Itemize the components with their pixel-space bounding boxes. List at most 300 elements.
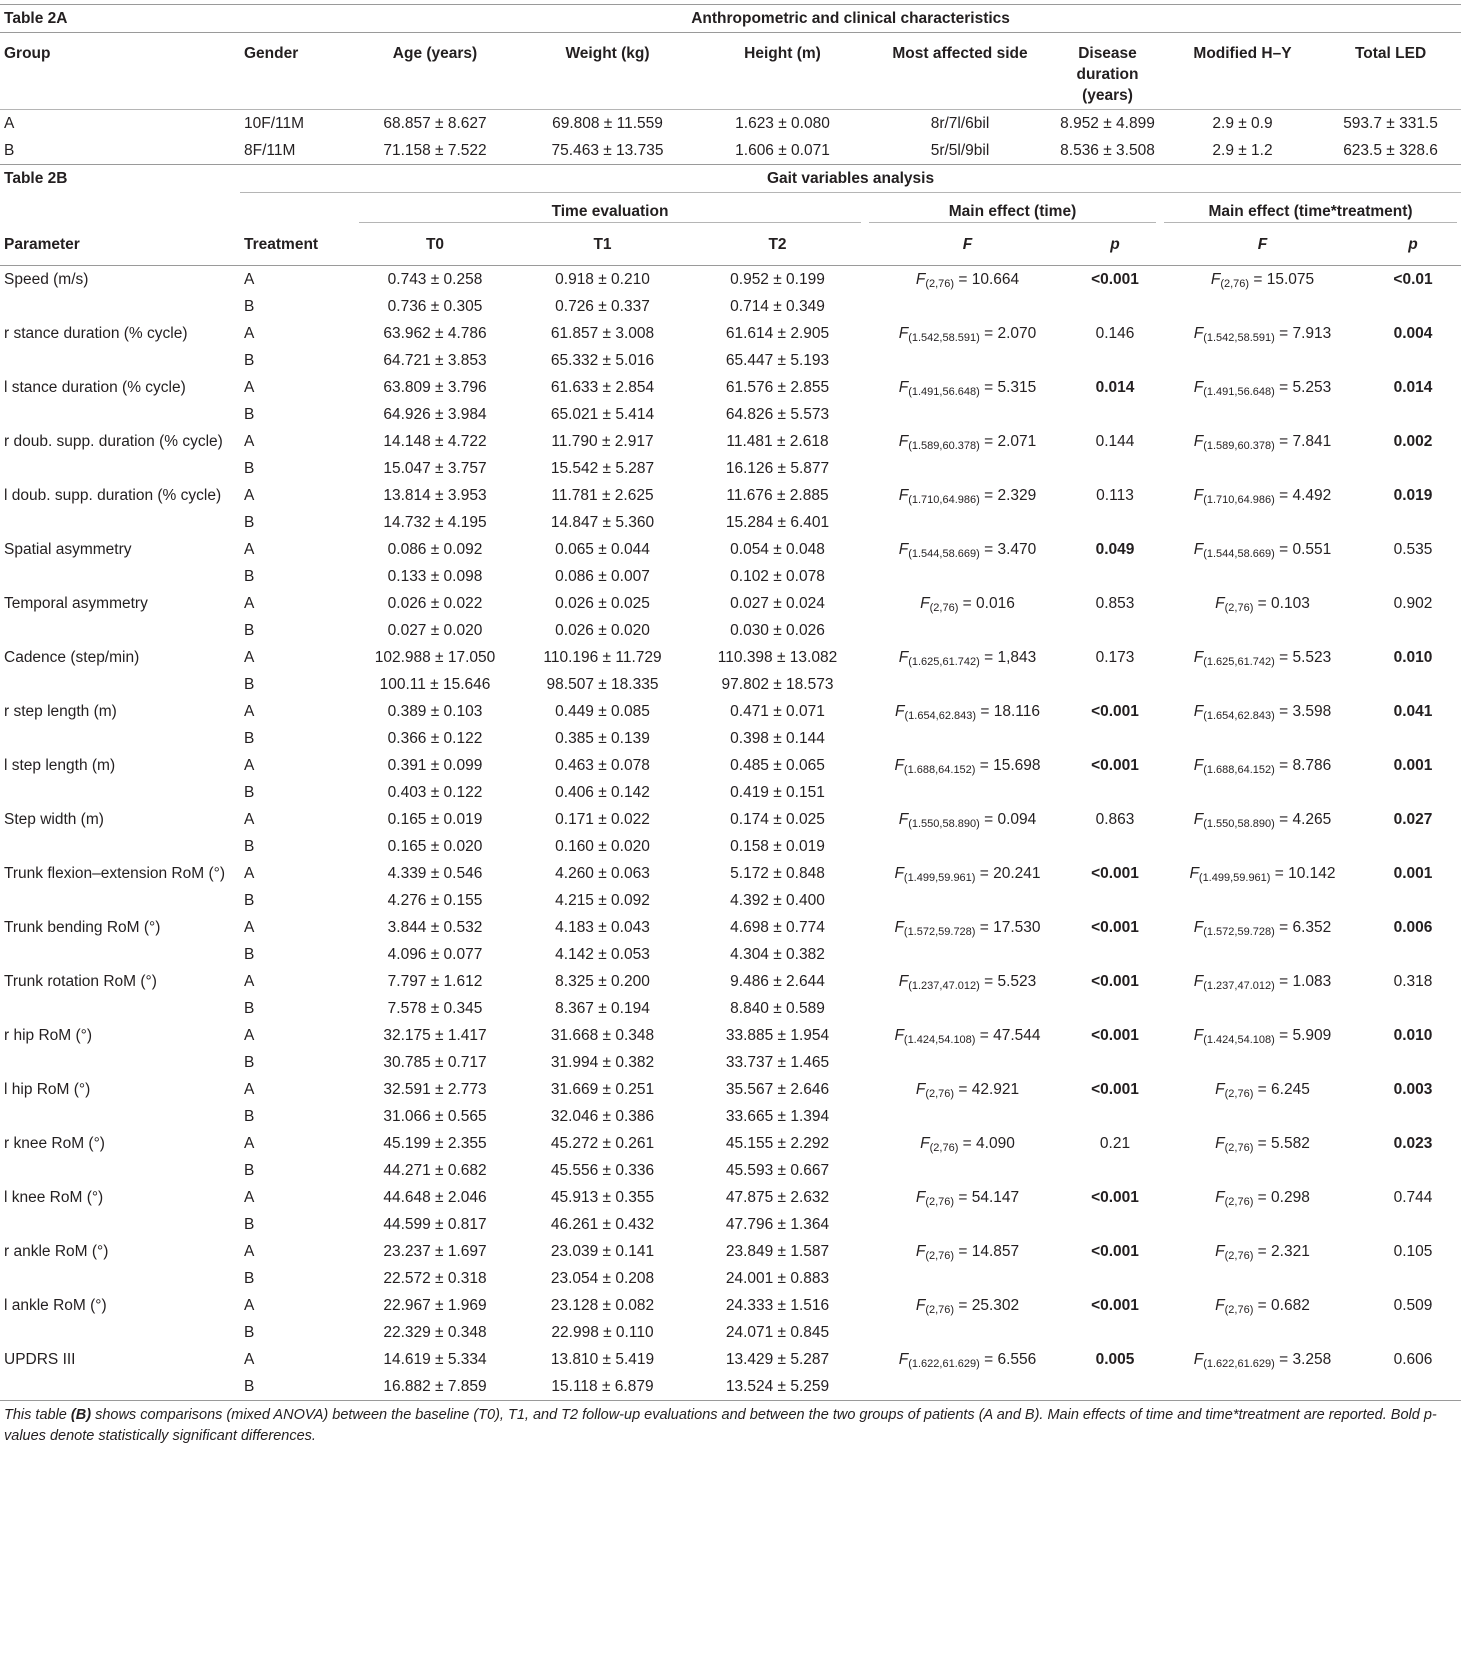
cell-value: 0.158 ± 0.019 xyxy=(730,838,825,855)
table-row xyxy=(0,1319,1461,1346)
col-header-f-interaction: F xyxy=(1160,226,1365,266)
row-parameter: Temporal asymmetry xyxy=(4,595,148,612)
row-parameter-empty xyxy=(0,833,240,860)
cell-f-time xyxy=(865,1238,1070,1265)
cell: 69.808 ± 11.559 xyxy=(552,115,663,132)
table-row xyxy=(0,1076,1461,1103)
f-symbol: F xyxy=(1193,433,1204,450)
cell-value: 0.027 ± 0.020 xyxy=(387,622,483,639)
cell-value: 0.391 ± 0.099 xyxy=(387,757,483,774)
table-2a-label: Table 2A xyxy=(0,5,240,33)
cell-empty xyxy=(865,1049,1070,1076)
f-symbol: F xyxy=(1193,487,1204,504)
cell-value: 13.429 ± 5.287 xyxy=(725,1351,830,1368)
f-value: = 3.258 xyxy=(1274,1351,1332,1368)
cell-value: 0.743 ± 0.258 xyxy=(387,271,483,288)
f-df: (1.544,58.669) xyxy=(1203,548,1275,560)
cell-empty xyxy=(1070,617,1160,644)
f-value: = 5.523 xyxy=(1274,649,1332,666)
f-df: (2,76) xyxy=(1224,602,1254,614)
table-2a-title: Anthropometric and clinical characteristics xyxy=(240,5,1461,33)
table-row xyxy=(0,644,1461,671)
row-parameter: l ankle RoM (°) xyxy=(4,1297,107,1314)
f-df: (2,76) xyxy=(1224,1304,1254,1316)
cell-f-time xyxy=(865,482,1070,509)
cell-empty xyxy=(865,1103,1070,1130)
cell-value: 11.790 ± 2.917 xyxy=(551,433,654,450)
row-treatment: B xyxy=(244,622,255,639)
cell-p-interaction: 0.744 xyxy=(1393,1189,1433,1206)
cell-value: 64.926 ± 3.984 xyxy=(383,406,487,423)
cell-empty xyxy=(865,887,1070,914)
f-df: (1.589,60.378) xyxy=(1203,440,1275,452)
cell-value: 102.988 ± 17.050 xyxy=(374,649,496,666)
f-value: = 47.544 xyxy=(975,1027,1041,1044)
table-row xyxy=(0,293,1461,320)
cell-p-interaction: 0.606 xyxy=(1393,1351,1433,1368)
row-treatment: A xyxy=(244,919,255,936)
row-treatment: B xyxy=(244,1108,255,1125)
row-treatment: A xyxy=(244,1297,255,1314)
cell-p-interaction: 0.019 xyxy=(1393,487,1433,504)
cell-p-interaction: 0.509 xyxy=(1393,1297,1433,1314)
cell-value: 100.11 ± 15.646 xyxy=(379,676,491,693)
cell-empty xyxy=(1160,1265,1365,1292)
row-parameter: r stance duration (% cycle) xyxy=(4,325,188,342)
cell-empty xyxy=(1070,1049,1160,1076)
cell-empty xyxy=(1070,563,1160,590)
col-header: Age (years) xyxy=(392,45,478,62)
f-value: = 0.103 xyxy=(1253,595,1310,612)
cell-f-time xyxy=(865,968,1070,995)
cell-value: 11.781 ± 2.625 xyxy=(551,487,654,504)
row-parameter-empty xyxy=(0,887,240,914)
f-value: = 0.094 xyxy=(979,811,1037,828)
cell-empty xyxy=(865,1157,1070,1184)
cell-p-interaction: 0.027 xyxy=(1393,811,1433,828)
table-row xyxy=(0,1184,1461,1211)
row-parameter-empty xyxy=(0,1157,240,1184)
cell-f-time xyxy=(865,320,1070,347)
cell: 8.536 ± 3.508 xyxy=(1050,137,1165,165)
f-value: = 2.329 xyxy=(979,487,1037,504)
f-value: = 10.664 xyxy=(954,271,1020,288)
cell-value: 4.339 ± 0.546 xyxy=(387,865,483,882)
row-treatment: A xyxy=(244,379,255,396)
table-row xyxy=(0,968,1461,995)
f-value: = 14.857 xyxy=(954,1243,1020,1260)
table-row xyxy=(0,110,1461,138)
cell-empty xyxy=(1160,563,1365,590)
cell-p-interaction: 0.010 xyxy=(1393,1027,1433,1044)
cell-value: 64.826 ± 5.573 xyxy=(725,406,830,423)
f-symbol: F xyxy=(894,757,904,774)
f-df: (1.542,58.591) xyxy=(1203,332,1275,344)
cell: 623.5 ± 328.6 xyxy=(1320,137,1461,165)
table-row xyxy=(0,266,1461,294)
cell-value: 31.994 ± 0.382 xyxy=(550,1054,655,1071)
f-df: (1.688,64.152) xyxy=(903,764,976,776)
f-value: = 18.116 xyxy=(976,703,1040,720)
table-row xyxy=(0,698,1461,725)
cell-value: 23.128 ± 0.082 xyxy=(550,1297,655,1314)
cell-empty xyxy=(1365,1319,1461,1346)
row-parameter: Speed (m/s) xyxy=(4,271,89,288)
row-parameter: r step length (m) xyxy=(4,703,117,720)
row-treatment: A xyxy=(244,487,255,504)
cell-value: 23.849 ± 1.587 xyxy=(725,1243,830,1260)
cell-empty xyxy=(1160,779,1365,806)
f-symbol: F xyxy=(1193,757,1204,774)
cell-f-interaction xyxy=(1160,1292,1365,1319)
cell-empty xyxy=(1160,1103,1365,1130)
f-symbol: F xyxy=(898,1351,909,1368)
table-2b-header-row xyxy=(0,226,1461,266)
table-row xyxy=(0,1265,1461,1292)
cell-empty xyxy=(1070,509,1160,536)
cell-empty xyxy=(1160,1211,1365,1238)
table-2b-body xyxy=(0,266,1461,1401)
col-header: Most affected side xyxy=(892,45,1028,62)
f-df: (1.710,64.986) xyxy=(1203,494,1275,506)
row-parameter-empty xyxy=(0,671,240,698)
cell-f-interaction xyxy=(1160,266,1365,294)
cell-p-interaction: <0.01 xyxy=(1393,271,1433,288)
cell-f-interaction xyxy=(1160,914,1365,941)
cell-value: 0.419 ± 0.151 xyxy=(730,784,825,801)
row-treatment: A xyxy=(244,973,255,990)
f-df: (1.688,64.152) xyxy=(1203,764,1275,776)
f-df: (1.654,62.843) xyxy=(904,710,977,722)
f-value: = 4.090 xyxy=(958,1135,1015,1152)
row-treatment: A xyxy=(244,811,255,828)
cell-value: 44.271 ± 0.682 xyxy=(383,1162,487,1179)
cell-empty xyxy=(1365,1373,1461,1401)
col-header-parameter: Parameter xyxy=(0,226,240,266)
cell-value: 15.284 ± 6.401 xyxy=(725,514,830,531)
row-parameter-empty xyxy=(0,1265,240,1292)
cell-value: 31.066 ± 0.565 xyxy=(383,1108,487,1125)
cell-value: 44.648 ± 2.046 xyxy=(383,1189,487,1206)
cell-p-interaction: 0.318 xyxy=(1393,973,1433,990)
col-header-t2: T2 xyxy=(690,226,865,266)
row-parameter-empty xyxy=(0,293,240,320)
cell-empty xyxy=(865,725,1070,752)
f-value: = 15.698 xyxy=(975,757,1041,774)
cell-empty xyxy=(1160,617,1365,644)
cell-value: 4.215 ± 0.092 xyxy=(555,892,650,909)
cell-f-interaction xyxy=(1160,1184,1365,1211)
cell-empty xyxy=(1160,995,1365,1022)
table-row xyxy=(0,428,1461,455)
col-header: Weight (kg) xyxy=(565,45,650,62)
col-header: Total LED xyxy=(1354,45,1427,62)
cell-empty xyxy=(1070,1319,1160,1346)
cell-empty xyxy=(1160,509,1365,536)
cell-value: 45.155 ± 2.292 xyxy=(725,1135,830,1152)
table-row xyxy=(0,590,1461,617)
cell-f-time xyxy=(865,590,1070,617)
row-treatment: A xyxy=(244,271,255,288)
cell-empty xyxy=(1365,671,1461,698)
row-parameter: Trunk bending RoM (°) xyxy=(4,919,161,936)
cell: 593.7 ± 331.5 xyxy=(1343,115,1438,132)
f-df: (2,76) xyxy=(1224,1250,1254,1262)
f-value: = 8.786 xyxy=(1274,757,1332,774)
f-symbol: F xyxy=(915,271,926,288)
f-symbol: F xyxy=(1215,595,1225,612)
table-row xyxy=(0,320,1461,347)
f-symbol: F xyxy=(1193,379,1204,396)
cell-value: 0.086 ± 0.007 xyxy=(555,568,650,585)
cell-value: 47.796 ± 1.364 xyxy=(725,1216,830,1233)
row-parameter: r knee RoM (°) xyxy=(4,1135,105,1152)
row-treatment: B xyxy=(244,1324,255,1341)
cell-f-interaction xyxy=(1160,1076,1365,1103)
f-df: (1.550,58.890) xyxy=(1203,818,1275,830)
table-row xyxy=(0,401,1461,428)
cell-f-time xyxy=(865,1346,1070,1373)
table-row xyxy=(0,1049,1461,1076)
row-parameter: Spatial asymmetry xyxy=(4,541,132,558)
f-value: = 10.142 xyxy=(1270,865,1336,882)
col-header-treatment: Treatment xyxy=(240,226,355,266)
cell: A xyxy=(4,115,15,132)
f-symbol: F xyxy=(898,649,909,666)
f-df: (2,76) xyxy=(1224,1196,1254,1208)
cell-empty xyxy=(1160,401,1365,428)
row-treatment: B xyxy=(244,730,255,747)
table-row xyxy=(0,617,1461,644)
row-treatment: B xyxy=(244,1162,255,1179)
cell-value: 45.272 ± 0.261 xyxy=(550,1135,655,1152)
table-row xyxy=(0,455,1461,482)
table-row xyxy=(0,482,1461,509)
cell-p-interaction: 0.902 xyxy=(1393,595,1433,612)
cell-empty xyxy=(1160,1373,1365,1401)
cell-empty xyxy=(1365,995,1461,1022)
cell-value: 24.001 ± 0.883 xyxy=(725,1270,830,1287)
cell-empty xyxy=(865,1211,1070,1238)
cell-p-time: 0.144 xyxy=(1095,433,1135,450)
row-treatment: A xyxy=(244,703,255,720)
f-value: = 0.682 xyxy=(1253,1297,1310,1314)
row-treatment: A xyxy=(244,325,255,342)
f-symbol: F xyxy=(1193,973,1204,990)
cell: 10F/11M xyxy=(244,115,305,132)
table-row xyxy=(0,860,1461,887)
f-symbol: F xyxy=(1215,1135,1225,1152)
row-parameter: Trunk rotation RoM (°) xyxy=(4,973,157,990)
table-2b-group-header-row xyxy=(0,193,1461,227)
cell-value: 0.026 ± 0.022 xyxy=(387,595,483,612)
f-df: (1.622,61.629) xyxy=(908,1358,980,1370)
cell-p-time: <0.001 xyxy=(1091,1243,1139,1260)
cell-value: 65.447 ± 5.193 xyxy=(725,352,830,369)
cell-p-time: <0.001 xyxy=(1091,1189,1139,1206)
cell-value: 16.126 ± 5.877 xyxy=(725,460,830,477)
cell-value: 0.726 ± 0.337 xyxy=(555,298,650,315)
row-treatment: B xyxy=(244,946,255,963)
row-parameter-empty xyxy=(0,941,240,968)
row-parameter: l stance duration (% cycle) xyxy=(4,379,186,396)
cell-value: 0.366 ± 0.122 xyxy=(387,730,483,747)
row-treatment: A xyxy=(244,757,255,774)
cell-value: 24.333 ± 1.516 xyxy=(725,1297,830,1314)
cell-empty xyxy=(1365,941,1461,968)
cell-value: 23.039 ± 0.141 xyxy=(550,1243,655,1260)
footnote-text: shows comparisons (mixed ANOVA) between the baseline (T0), T1, and T2 follow-up evaluations and between the two groups of patients (A and B). Main effects of time and time*treatment are reported. Bold p-values denote statistically significant differences. xyxy=(4,1407,1437,1444)
cell-p-time: 0.853 xyxy=(1095,595,1135,612)
cell-empty xyxy=(865,347,1070,374)
cell: 5r/5l/9bil xyxy=(870,137,1050,165)
f-df: (1.572,59.728) xyxy=(1203,926,1275,938)
cell-f-interaction xyxy=(1160,1130,1365,1157)
f-value: = 17.530 xyxy=(975,919,1041,936)
f-df: (2,76) xyxy=(925,1304,955,1316)
cell-value: 13.524 ± 5.259 xyxy=(690,1373,865,1401)
cell-p-time: 0.863 xyxy=(1095,811,1135,828)
cell-empty xyxy=(865,563,1070,590)
row-parameter-empty xyxy=(0,617,240,644)
cell: 2.9 ± 0.9 xyxy=(1212,115,1273,132)
table-row xyxy=(0,725,1461,752)
row-treatment: A xyxy=(244,1027,255,1044)
f-symbol: F xyxy=(1193,649,1204,666)
row-treatment: A xyxy=(244,1351,255,1368)
cell-f-interaction xyxy=(1160,536,1365,563)
cell-p-time: 0.005 xyxy=(1095,1351,1135,1368)
f-symbol: F xyxy=(894,919,904,936)
f-symbol: F xyxy=(898,433,909,450)
cell: 2.9 ± 1.2 xyxy=(1165,137,1320,165)
f-df: (1.542,58.591) xyxy=(908,332,980,344)
f-symbol: F xyxy=(1215,1189,1225,1206)
f-value: = 7.841 xyxy=(1274,433,1332,450)
f-symbol: F xyxy=(1193,703,1204,720)
cell-f-interaction xyxy=(1160,1346,1365,1373)
cell-f-interaction xyxy=(1160,590,1365,617)
table-row xyxy=(0,1211,1461,1238)
cell-value: 24.071 ± 0.845 xyxy=(725,1324,830,1341)
table-row xyxy=(0,509,1461,536)
cell-value: 0.054 ± 0.048 xyxy=(730,541,825,558)
cell-value: 45.593 ± 0.667 xyxy=(725,1162,830,1179)
table-2a-title-row xyxy=(0,5,1461,33)
f-symbol: F xyxy=(895,703,905,720)
cell-empty xyxy=(1070,347,1160,374)
row-parameter-empty xyxy=(0,725,240,752)
cell-empty xyxy=(1160,671,1365,698)
row-parameter: l knee RoM (°) xyxy=(4,1189,104,1206)
cell-value: 61.614 ± 2.905 xyxy=(725,325,830,342)
table-row xyxy=(0,137,1461,165)
cell-value: 0.165 ± 0.020 xyxy=(387,838,483,855)
cell-empty xyxy=(1070,725,1160,752)
cell-empty xyxy=(1365,347,1461,374)
cell: 8.952 ± 4.899 xyxy=(1060,115,1155,132)
cell-value: 13.814 ± 3.953 xyxy=(383,487,487,504)
row-treatment: A xyxy=(244,1081,255,1098)
cell-empty xyxy=(1070,1157,1160,1184)
f-symbol: F xyxy=(920,1135,930,1152)
cell: B xyxy=(0,137,240,165)
cell-value: 46.261 ± 0.432 xyxy=(550,1216,655,1233)
f-value: = 7.913 xyxy=(1274,325,1332,342)
f-symbol: F xyxy=(1189,865,1199,882)
f-df: (1.625,61.742) xyxy=(1203,656,1275,668)
table-row xyxy=(0,563,1461,590)
row-treatment: A xyxy=(244,1135,255,1152)
table-row xyxy=(0,941,1461,968)
cell-f-interaction xyxy=(1160,428,1365,455)
cell-value: 61.633 ± 2.854 xyxy=(550,379,655,396)
cell-value: 7.797 ± 1.612 xyxy=(387,973,483,990)
table-row xyxy=(0,1292,1461,1319)
cell-value: 14.619 ± 5.334 xyxy=(383,1351,487,1368)
cell-value: 31.669 ± 0.251 xyxy=(550,1081,655,1098)
row-treatment: B xyxy=(244,514,255,531)
f-value: = 5.909 xyxy=(1274,1027,1332,1044)
cell-empty xyxy=(1365,1211,1461,1238)
f-value: = 6.556 xyxy=(979,1351,1037,1368)
table-row xyxy=(0,995,1461,1022)
f-symbol: F xyxy=(915,1297,926,1314)
cell-empty xyxy=(1160,833,1365,860)
row-treatment: B xyxy=(244,352,255,369)
cell-f-time xyxy=(865,698,1070,725)
cell-value: 33.737 ± 1.465 xyxy=(725,1054,830,1071)
f-df: (2,76) xyxy=(925,1196,955,1208)
cell: 8F/11M xyxy=(240,137,350,165)
cell-empty xyxy=(1365,833,1461,860)
cell-value: 0.385 ± 0.139 xyxy=(555,730,650,747)
cell-value: 45.556 ± 0.336 xyxy=(550,1162,655,1179)
f-symbol: F xyxy=(1193,325,1204,342)
cell-f-time xyxy=(865,1130,1070,1157)
cell-empty xyxy=(1160,347,1365,374)
cell-p-interaction: 0.001 xyxy=(1393,865,1433,882)
row-treatment: B xyxy=(244,406,255,423)
cell-value: 0.026 ± 0.025 xyxy=(555,595,650,612)
cell-value: 110.196 ± 11.729 xyxy=(543,649,662,666)
cell-value: 32.591 ± 2.773 xyxy=(383,1081,487,1098)
table-2 xyxy=(0,4,1461,165)
f-df: (1.550,58.890) xyxy=(908,818,980,830)
table-row xyxy=(0,1346,1461,1373)
row-treatment: B xyxy=(244,1054,255,1071)
cell-value: 16.882 ± 7.859 xyxy=(355,1373,515,1401)
col-header-t1: T1 xyxy=(515,226,690,266)
cell-value: 0.160 ± 0.020 xyxy=(555,838,650,855)
row-parameter-empty xyxy=(0,779,240,806)
cell-f-time xyxy=(865,860,1070,887)
table-row xyxy=(0,1157,1461,1184)
cell-p-time: <0.001 xyxy=(1091,703,1139,720)
f-symbol: F xyxy=(1210,271,1221,288)
cell-value: 0.471 ± 0.071 xyxy=(730,703,825,720)
cell-value: 98.507 ± 18.335 xyxy=(546,676,659,693)
f-symbol: F xyxy=(1193,1027,1204,1044)
cell-empty xyxy=(865,1319,1070,1346)
cell-f-time xyxy=(865,536,1070,563)
f-value: = 3.470 xyxy=(979,541,1037,558)
row-parameter-empty xyxy=(0,1211,240,1238)
f-symbol: F xyxy=(920,595,930,612)
f-symbol: F xyxy=(1215,1297,1225,1314)
cell-empty xyxy=(865,833,1070,860)
f-value: = 2.071 xyxy=(979,433,1037,450)
